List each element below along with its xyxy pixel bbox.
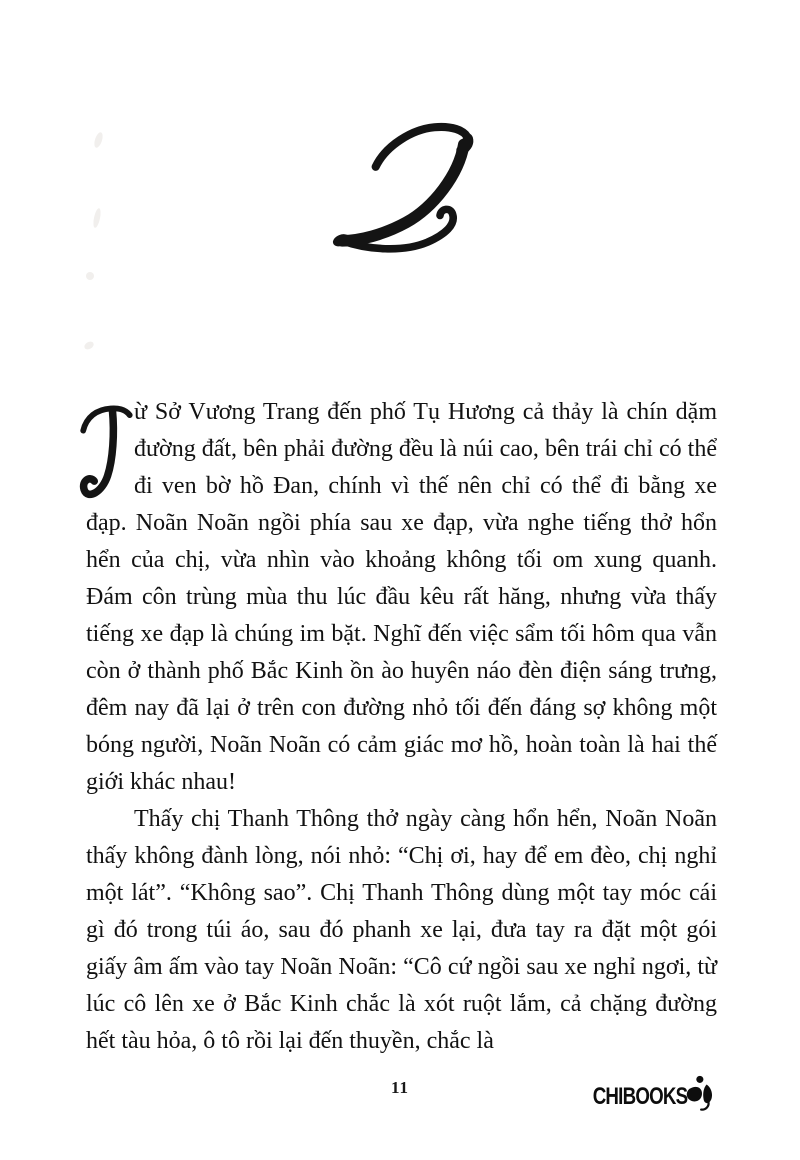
body-text: [86, 394, 717, 1060]
paragraph: Thấy chị Thanh Thông thở ngày càng hổn hển, Noãn Noãn thấy không đành lòng, nói nhỏ: “Chị ơi, hay để em đèo, chị nghỉ một lát”. “Không sao”. Chị Thanh Thông dùng một tay móc cái gì đó trong túi áo, sau đó phanh xe lại, đưa tay ra đặt một gói giấy âm ấm vào tay Noãn Noãn: “Cô cứ ngồi sau xe nghỉ ngơi, từ lúc cô lên xe ở Bắc Kinh chắc là xót ruột lắm, cả chặng đường hết tàu hỏa, ô tô rồi lại đến thuyền, chắc là: [86, 806, 717, 1054]
scan-artifact: [83, 340, 95, 351]
scan-artifact: [92, 208, 102, 229]
script-numeral-2-icon: [325, 112, 477, 254]
paragraph: [86, 394, 717, 801]
drop-cap: [84, 399, 131, 503]
scan-artifact: [86, 272, 94, 280]
script-capital-t-icon: [77, 395, 139, 507]
publisher-logo: [566, 1079, 716, 1115]
page-number: 11: [390, 1078, 410, 1097]
paragraph-text: ừ Sở Vương Trang đến phố Tụ Hương cả thảy là chín dặm đường đất, bên phải đường đều là núi cao, bên trái chỉ có thể đi ven bờ hồ Đan, chính vì thế nên chỉ có thể đi bằng xe đạp. Noãn Noãn ngồi phía sau xe đạp, vừa nghe tiếng thở hổn hển của chị, vừa nhìn vào khoảng không tối om xung quanh. Đám côn trùng mùa thu lúc đầu kêu rất hăng, nhưng vừa thấy tiếng xe đạp là chúng im bặt. Nghĩ đến việc sẩm tối hôm qua vẫn còn ở thành phố Bắc Kinh ồn ào huyên náo đèn điện sáng trưng, đêm nay đã lại ở trên con đường nhỏ tối đến đáng sợ không một bóng người, Noãn Noãn có cảm giác mơ hồ, hoàn toàn là hai thế giới khác nhau!: [86, 399, 717, 795]
scan-artifact: [93, 131, 105, 148]
publisher-logo-text: CHIBOOKS: [592, 1083, 687, 1110]
chapter-number: [325, 112, 480, 262]
